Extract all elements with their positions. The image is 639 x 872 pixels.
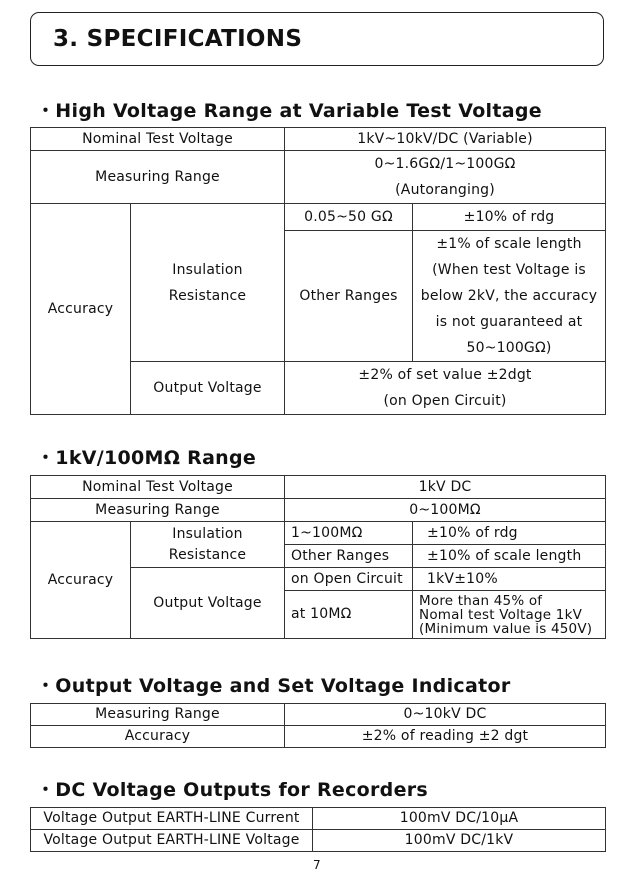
- row-1-label: Voltage Output EARTH-LINE Current: [31, 808, 313, 830]
- output-value-line-2: (on Open Circuit): [383, 393, 507, 409]
- section-title-box: [30, 12, 604, 66]
- heading-1kv-range: ・1kV/100MΩ Range: [36, 447, 257, 469]
- range-2-line: (When test Voltage is: [432, 262, 586, 278]
- output-voltage-value: [285, 362, 606, 415]
- insulation-label-line-2: Resistance: [168, 287, 247, 304]
- output-voltage-label: Output Voltage: [131, 362, 285, 415]
- accuracy-label: Accuracy: [31, 522, 131, 639]
- output-value-line-1: ±2% of set value ±2dgt: [358, 367, 532, 383]
- row-4-line: Nomal test Voltage 1kV: [419, 606, 583, 623]
- range-2-label: Other Ranges: [285, 231, 413, 362]
- nominal-label: Nominal Test Voltage: [31, 128, 285, 151]
- heading-output-voltage-indicator: ・Output Voltage and Set Voltage Indicator: [36, 675, 511, 697]
- heading-high-voltage-range: ・High Voltage Range at Variable Test Voltage: [36, 100, 542, 122]
- dc-voltage-outputs-table: [30, 807, 606, 852]
- measuring-value: 0~100MΩ: [285, 499, 606, 522]
- output-voltage-label: Output Voltage: [131, 568, 285, 639]
- accuracy-label: Accuracy: [31, 204, 131, 415]
- accuracy-label: Accuracy: [31, 726, 285, 748]
- row-1-value: 100mV DC/10μA: [313, 808, 606, 830]
- nominal-value: 1kV DC: [285, 476, 606, 499]
- range-2-line: ±1% of scale length: [436, 236, 582, 252]
- insulation-label-line-1: Insulation: [172, 261, 243, 278]
- row-1-value: ±10% of rdg: [413, 522, 606, 545]
- measuring-value: [285, 151, 606, 204]
- row-1-label: 1~100MΩ: [285, 522, 413, 545]
- row-4-label: at 10MΩ: [285, 591, 413, 639]
- 1kv-range-spec-table: [30, 475, 606, 639]
- measuring-label: Measuring Range: [31, 704, 285, 726]
- measuring-value-line-2: (Autoranging): [395, 182, 495, 198]
- high-voltage-spec-table: [30, 127, 606, 415]
- row-2-label: Voltage Output EARTH-LINE Voltage: [31, 830, 313, 852]
- range-2-line: 50~100GΩ): [466, 340, 552, 356]
- measuring-value: 0~10kV DC: [285, 704, 606, 726]
- row-2-value: 100mV DC/1kV: [313, 830, 606, 852]
- output-voltage-indicator-table: [30, 703, 606, 748]
- accuracy-value: ±2% of reading ±2 dgt: [285, 726, 606, 748]
- page-title: 3. SPECIFICATIONS: [53, 26, 303, 52]
- measuring-value-line-1: 0~1.6GΩ/1~100GΩ: [374, 156, 516, 172]
- insulation-label-line-2: Resistance: [168, 546, 247, 563]
- measuring-label: Measuring Range: [31, 499, 285, 522]
- row-4-value: [413, 591, 606, 639]
- insulation-label-line-1: Insulation: [172, 525, 243, 542]
- measuring-label: Measuring Range: [31, 151, 285, 204]
- page-number: 7: [313, 858, 321, 872]
- range-2-line: below 2kV, the accuracy: [420, 288, 598, 304]
- range-2-value: [413, 231, 606, 362]
- nominal-value: 1kV~10kV/DC (Variable): [285, 128, 606, 151]
- row-2-value: ±10% of scale length: [413, 545, 606, 568]
- insulation-resistance-label: [131, 522, 285, 568]
- heading-dc-voltage-outputs: ・DC Voltage Outputs for Recorders: [36, 779, 429, 801]
- row-2-label: Other Ranges: [285, 545, 413, 568]
- nominal-label: Nominal Test Voltage: [31, 476, 285, 499]
- insulation-resistance-label: [131, 204, 285, 362]
- row-3-value: 1kV±10%: [413, 568, 606, 591]
- row-3-label: on Open Circuit: [285, 568, 413, 591]
- range-2-line: is not guaranteed at: [435, 314, 583, 330]
- range-1-label: 0.05~50 GΩ: [285, 204, 413, 231]
- range-1-value: ±10% of rdg: [413, 204, 606, 231]
- row-4-line: More than 45% of: [419, 592, 543, 609]
- row-4-line: (Minimum value is 450V): [419, 620, 593, 637]
